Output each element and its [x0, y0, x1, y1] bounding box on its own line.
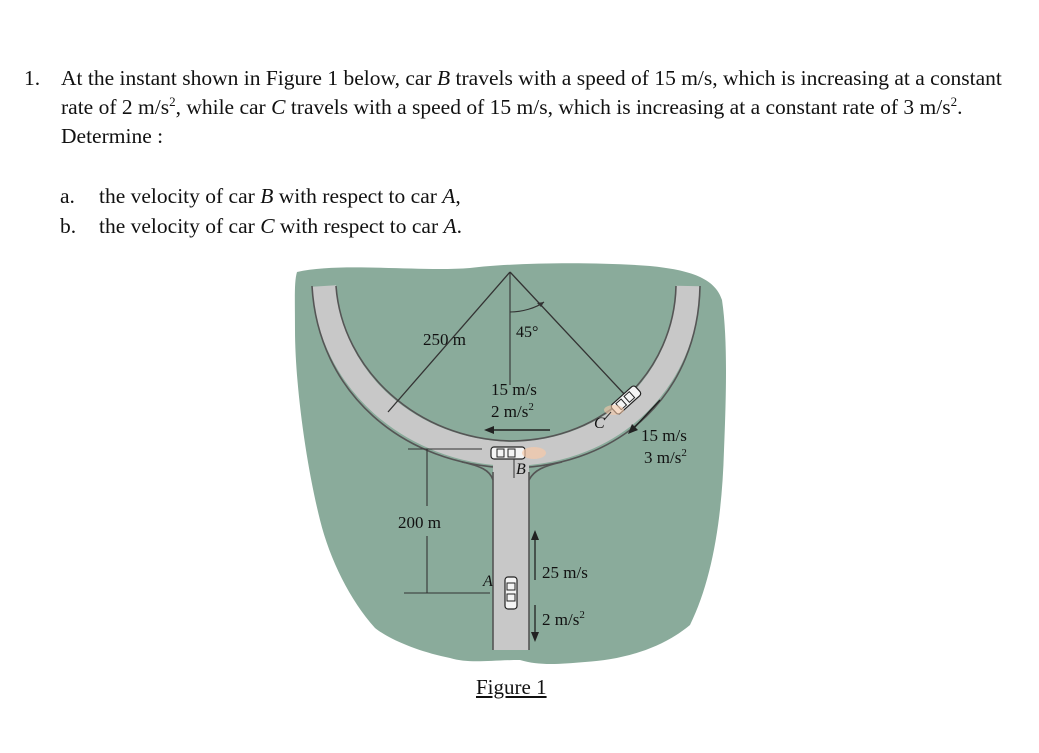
car-var: B	[260, 184, 274, 208]
car-b	[491, 447, 546, 459]
problem-number: 1.	[24, 66, 41, 90]
car-c-accel-label	[644, 447, 687, 467]
car-c-accel-base: 3 m/s	[644, 448, 682, 467]
car-a-speed-label: 25 m/s	[542, 563, 588, 582]
car-b-speed-label: 15 m/s	[491, 380, 537, 399]
car-c-label: C	[594, 415, 605, 432]
car-c-headlight-glow	[604, 405, 624, 415]
part-text-segment: the velocity of car	[99, 184, 261, 208]
exponent: 2	[950, 94, 958, 109]
car-b-accel-base: 2 m/s	[491, 402, 529, 421]
car-a-accel-base: 2 m/s	[542, 610, 580, 629]
car-b-label: B	[516, 461, 526, 478]
length-label: 200 m	[398, 513, 441, 532]
car-var: C	[260, 214, 275, 238]
angle-label: 45°	[516, 324, 539, 341]
car-b-accel-exp: 2	[528, 401, 534, 413]
car-c-speed-label: 15 m/s	[641, 426, 687, 445]
problem-text-part: . Determine :	[61, 95, 963, 148]
problem-text-part: travels with a speed of 15 m/s, which is increasing at a constant rate of 2 m/s	[61, 66, 1002, 119]
part-text-segment: .	[456, 214, 462, 238]
car-a-accel-exp: 2	[579, 609, 585, 621]
straight-road	[493, 455, 529, 650]
part-letter: a.	[60, 184, 75, 208]
car-b-var: B	[437, 66, 451, 90]
radius-label: 250 m	[423, 330, 466, 349]
part-text-segment: the velocity of car	[99, 214, 261, 238]
car-a-accel-label	[542, 609, 585, 629]
car-b-accel-label	[491, 401, 534, 421]
car-a	[505, 577, 517, 609]
car-var: A	[442, 184, 456, 208]
exponent: 2	[169, 94, 176, 109]
part-text-segment: ,	[455, 184, 461, 208]
problem-text-part: , while car	[175, 95, 272, 119]
car-c-accel-exp: 2	[681, 447, 687, 459]
problem-text-part: travels with a speed of 15 m/s, which is increasing at a constant rate of 3 m/s	[285, 95, 951, 119]
problem-text-part: At the instant shown in Figure 1 below, car	[61, 66, 437, 90]
car-a-label: A	[483, 573, 493, 590]
car-c-var: C	[271, 95, 286, 119]
part-letter: b.	[60, 214, 77, 238]
car-var: A	[443, 214, 457, 238]
figure-caption: Figure 1	[476, 675, 547, 699]
part-text-segment: with respect to car	[273, 184, 443, 208]
part-text-segment: with respect to car	[274, 214, 444, 238]
